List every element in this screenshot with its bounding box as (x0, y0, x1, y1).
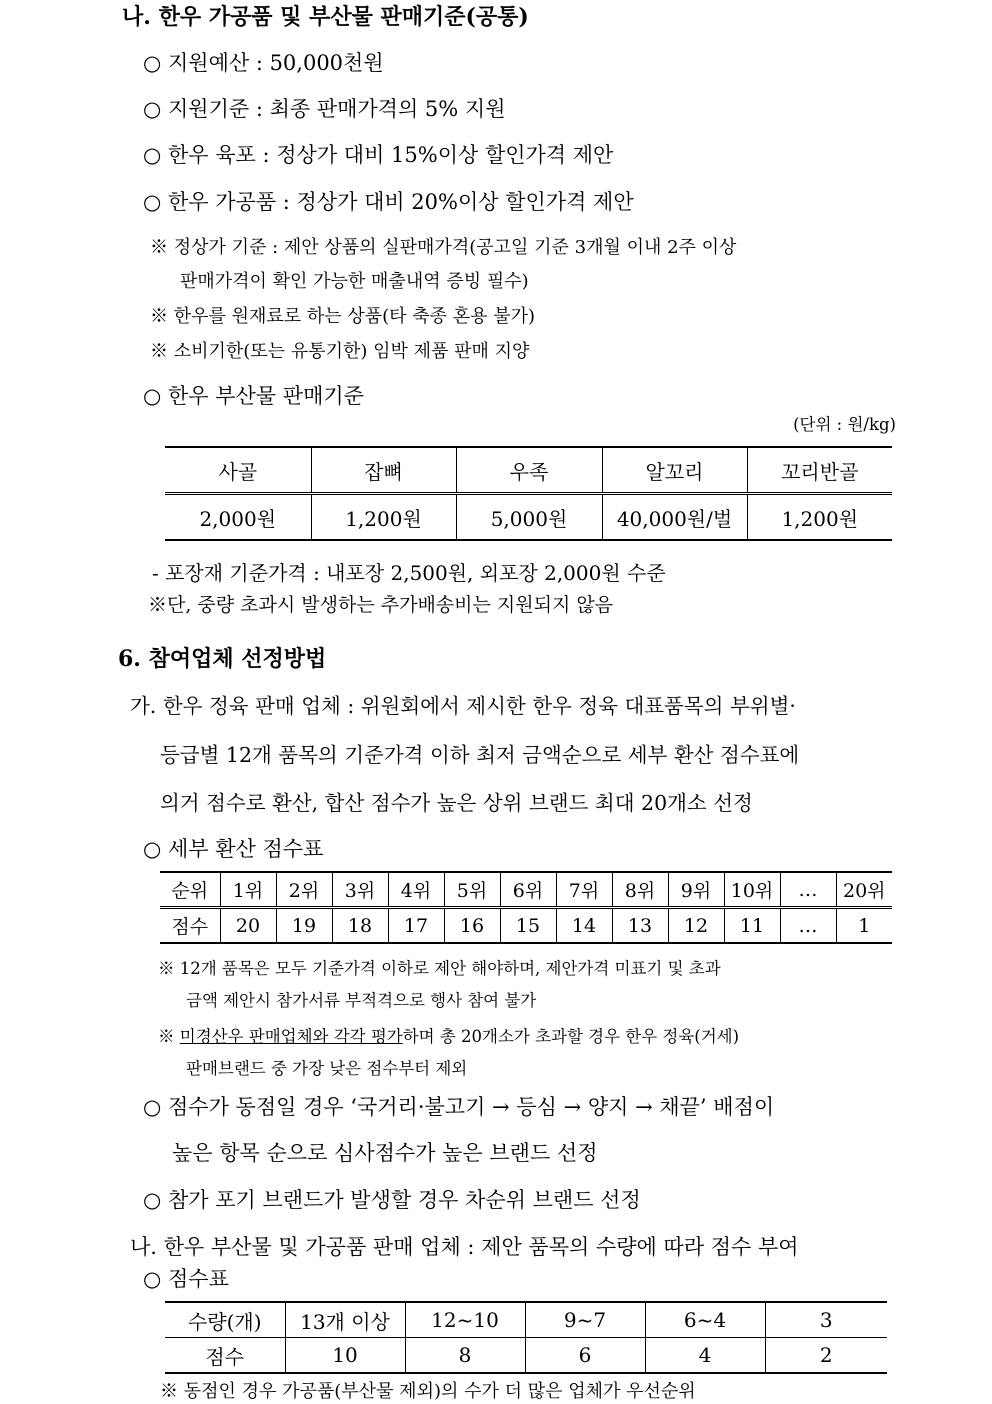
shipping-note: ※단, 중량 초과시 발생하는 추가배송비는 지원되지 않음 (148, 594, 614, 616)
table-cell: 5위 (444, 872, 500, 908)
score-heading: ○ 세부 환산 점수표 (143, 837, 324, 861)
jerky-item: ○ 한우 육포 : 정상가 대비 15%이상 할인가격 제안 (143, 143, 614, 167)
table-cell: 8 (405, 1338, 525, 1374)
table-row (165, 1302, 887, 1338)
table-cell: 15 (500, 908, 556, 944)
table-cell: 6위 (500, 872, 556, 908)
table-cell: 18 (332, 908, 388, 944)
table-cell: 2,000원 (165, 494, 311, 541)
note-all-items: ※ 12개 품목은 모두 기준가격 이하로 제안 해야하며, 제안가격 미표기 및 초과 (158, 959, 721, 978)
table-header: 알꼬리 (602, 447, 747, 494)
table-cell: 11 (724, 908, 780, 944)
table-header: 우족 (456, 447, 602, 494)
forfeit-rule: ○ 참가 포기 브랜드가 발생할 경우 차순위 브랜드 선정 (143, 1188, 641, 1212)
table-cell: 12~10 (405, 1302, 525, 1338)
table-cell: 1 (836, 908, 892, 944)
table-cell: 3위 (332, 872, 388, 908)
byproduct-table (165, 446, 892, 541)
note-underlined: 미경산우 판매업체와 각각 평가 (179, 1027, 403, 1046)
ga-line-1: 가. 한우 정육 판매 업체 : 위원회에서 제시한 한우 정육 대표품목의 부위별· (130, 694, 796, 718)
table-cell: 9위 (668, 872, 724, 908)
table-cell: 13 (612, 908, 668, 944)
table-cell: 9~7 (525, 1302, 645, 1338)
table-cell: 3 (765, 1302, 887, 1338)
table-header: 수량(개) (165, 1302, 285, 1338)
table-cell: 19 (276, 908, 332, 944)
section-title: 6. 참여업체 선정방법 (118, 646, 327, 672)
table-header: 꼬리반골 (747, 447, 892, 494)
table-header: 점수 (160, 908, 220, 944)
table-cell: 4위 (388, 872, 444, 908)
section-title: 나. 한우 가공품 및 부산물 판매기준(공통) (122, 4, 529, 30)
support-criteria-item: ○ 지원기준 : 최종 판매가격의 5% 지원 (143, 97, 506, 121)
table-row (165, 447, 892, 494)
table-cell: 1,200원 (747, 494, 892, 541)
table-row (160, 872, 892, 908)
note-all-items-cont: 금액 제안시 참가서류 부적격으로 행사 참여 불가 (186, 991, 537, 1010)
table-cell: 6~4 (645, 1302, 765, 1338)
table-cell: 10위 (724, 872, 780, 908)
table-cell: 14 (556, 908, 612, 944)
processed-item: ○ 한우 가공품 : 정상가 대비 20%이상 할인가격 제안 (143, 190, 634, 214)
ga-line-3: 의거 점수로 환산, 합산 점수가 높은 상위 브랜드 최대 20개소 선정 (160, 791, 753, 815)
tie-rule-cont: 높은 항목 순으로 심사점수가 높은 브랜드 선정 (172, 1141, 598, 1165)
note-evaluation-cont: 판매브랜드 중 가장 낮은 점수부터 제외 (186, 1059, 468, 1078)
packaging-price: - 포장재 기준가격 : 내포장 2,500원, 외포장 2,000원 수준 (152, 561, 666, 585)
table-cell: 20위 (836, 872, 892, 908)
table-row (165, 494, 892, 541)
table-row (160, 908, 892, 944)
note-regular-price-cont: 판매가격이 확인 가능한 매출내역 증빙 필수) (180, 271, 529, 292)
table-header: 점수 (165, 1338, 285, 1374)
table-cell: 1위 (220, 872, 276, 908)
table-cell: 17 (388, 908, 444, 944)
table-cell: 6 (525, 1338, 645, 1374)
table-cell: 10 (285, 1338, 405, 1374)
table-cell: 1,200원 (311, 494, 456, 541)
note-raw-material: ※ 한우를 원재료로 하는 상품(타 축종 혼용 불가) (150, 306, 536, 327)
table-cell: 4 (645, 1338, 765, 1374)
table-cell: 40,000원/벌 (602, 494, 747, 541)
table-cell: 2위 (276, 872, 332, 908)
score-conversion-table (160, 871, 892, 944)
note-evaluation (158, 1026, 739, 1048)
table-cell: 2 (765, 1338, 887, 1374)
table-header: 사골 (165, 447, 311, 494)
budget-item: ○ 지원예산 : 50,000천원 (143, 51, 384, 75)
tie-rule: ○ 점수가 동점일 경우 ‘국거리·불고기 → 등심 → 양지 → 채끝’ 배점이 (143, 1095, 775, 1119)
unit-label: (단위 : 원/kg) (793, 415, 896, 434)
table-cell: 16 (444, 908, 500, 944)
table-row (165, 1338, 887, 1374)
note-prefix: ※ (158, 1027, 180, 1046)
table-header: 잡뼈 (311, 447, 456, 494)
ga-line-2: 등급별 12개 품목의 기준가격 이하 최저 금액순으로 세부 환산 점수표에 (160, 743, 800, 767)
note-regular-price: ※ 정상가 기준 : 제안 상품의 실판매가격(공고일 기준 3개월 이내 2주 이상 (150, 237, 737, 258)
table-cell: 12 (668, 908, 724, 944)
byproduct-heading: ○ 한우 부산물 판매기준 (143, 384, 364, 408)
note-rest: 하며 총 20개소가 초과할 경우 한우 정육(거세) (402, 1027, 740, 1046)
qty-score-heading: ○ 점수표 (143, 1267, 229, 1291)
table-cell: 5,000원 (456, 494, 602, 541)
table-cell: … (780, 908, 836, 944)
na-line: 나. 한우 부산물 및 가공품 판매 업체 : 제안 품목의 수량에 따라 점수 부여 (130, 1235, 799, 1259)
table-cell: … (780, 872, 836, 908)
tie-note: ※ 동점인 경우 가공품(부산물 제외)의 수가 더 많은 업체가 우선순위 (160, 1381, 696, 1402)
qty-score-table (165, 1301, 887, 1374)
table-cell: 20 (220, 908, 276, 944)
table-cell: 7위 (556, 872, 612, 908)
note-expiry: ※ 소비기한(또는 유통기한) 임박 제품 판매 지양 (150, 341, 530, 362)
table-cell: 13개 이상 (285, 1302, 405, 1338)
table-cell: 8위 (612, 872, 668, 908)
table-header: 순위 (160, 872, 220, 908)
